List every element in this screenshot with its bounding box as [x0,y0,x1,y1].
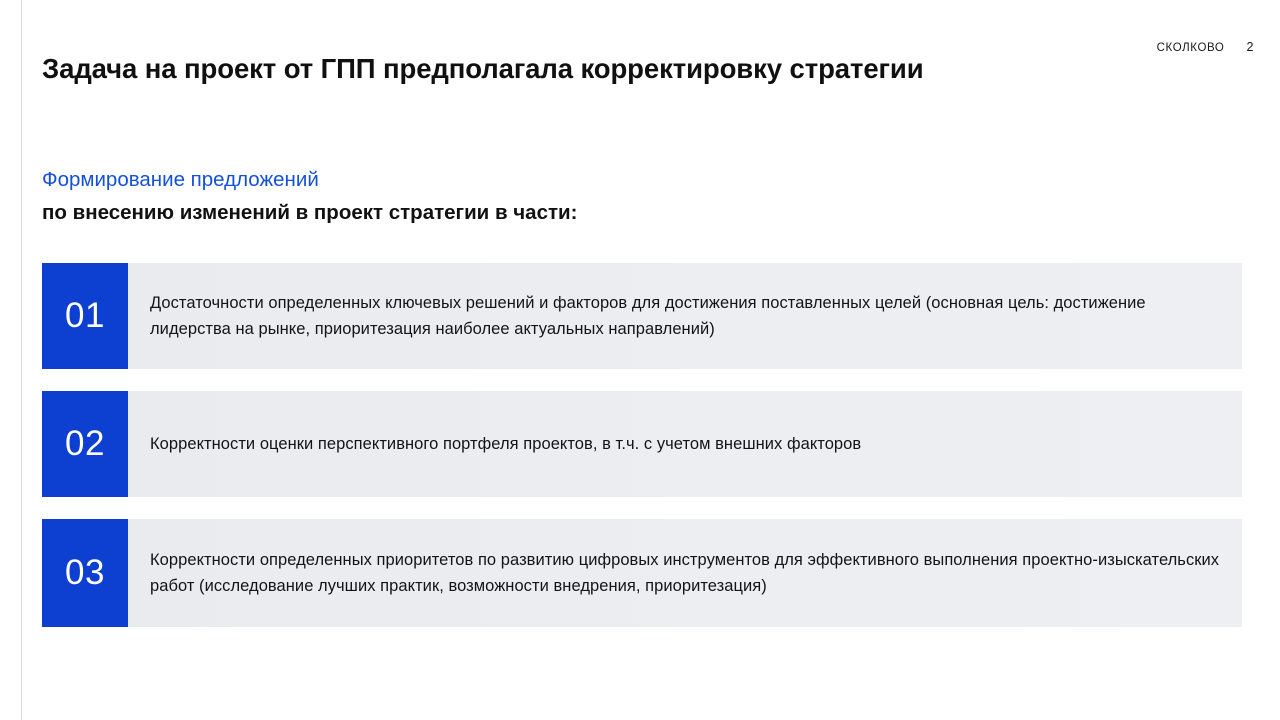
item-text: Достаточности определенных ключевых решений и факторов для достижения поставленных целей (основная цель: достижение лидерства на рынке, приоритезация наиболее актуальных направлений) [150,293,1146,338]
page-title: Задача на проект от ГПП предполагала корректировку стратегии [42,53,924,85]
left-margin-rule [21,0,22,720]
subtitle-block [42,165,942,229]
list-item [42,263,1242,369]
item-number-badge: 02 [42,391,128,497]
item-number-badge: 01 [42,263,128,369]
brand-name: СКОЛКОВО [1156,42,1225,54]
list-item [42,391,1242,497]
numbered-items-list [42,263,1242,649]
item-body [128,519,1242,627]
item-text: Корректности определенных приоритетов по развитию цифровых инструментов для эффективного выполнения проектно-изыскательских работ (исследование лучших практик, возможности внедрения, приоритезация) [150,550,1220,595]
subtitle-accent: Формирование предложений [42,168,319,191]
brand-header [1157,40,1254,54]
item-body [128,391,1242,497]
item-number-badge: 03 [42,519,128,627]
list-item [42,519,1242,627]
subtitle-plain: по внесению изменений в проект стратегии в части: [42,200,578,224]
item-text: Корректности оценки перспективного портфеля проектов, в т.ч. с учетом внешних факторов [150,434,862,453]
page-number: 2 [1246,40,1254,54]
item-body [128,263,1242,369]
